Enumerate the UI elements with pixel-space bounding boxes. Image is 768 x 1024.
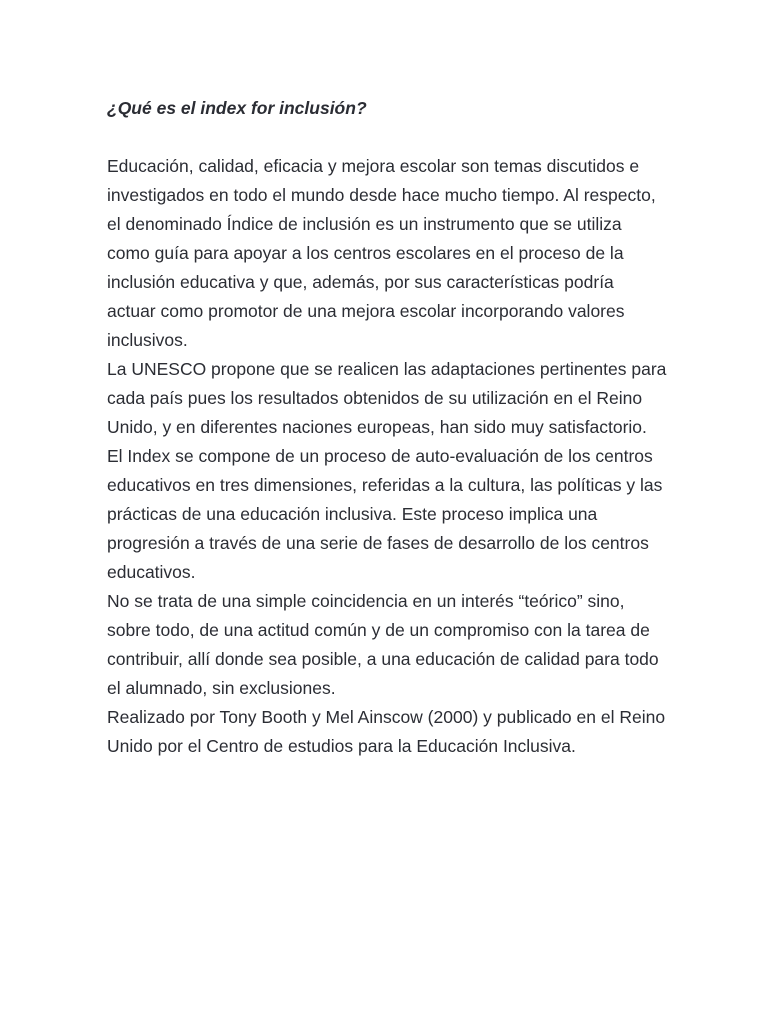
paragraph-5: Realizado por Tony Booth y Mel Ainscow (2000) y publicado en el Reino Unido por el Centro de estudios para la Educación Inclusiva. <box>107 707 666 756</box>
paragraph-4: No se trata de una simple coincidencia en un interés “teórico” sino, sobre todo, de una actitud común y de un compromiso con la tarea de contribuir, allí donde sea posible, a una educación de calidad para todo el alumnado, sin exclusiones. <box>107 591 659 698</box>
paragraph-1: Educación, calidad, eficacia y mejora escolar son temas discutidos e investigados en todo el mundo desde hace mucho tiempo. Al respecto, el denominado Índice de inclusión es un instrumento que se utiliza como guía para apoyar a los centros escolares en el proceso de la inclusión educativa y que, además, por sus características podría actuar como promotor de una mejora escolar incorporando valores inclusivos. <box>107 156 656 350</box>
paragraph-3: El Index se compone de un proceso de auto-evaluación de los centros educativos en tres dimensiones, referidas a la cultura, las políticas y las prácticas de una educación inclusiva. Este proceso implica una progresión a través de una serie de fases de desarrollo de los centros educativos. <box>107 446 663 582</box>
paragraph-2: La UNESCO propone que se realicen las adaptaciones pertinentes para cada país pues los resultados obtenidos de su utilización en el Reino Unido, y en diferentes naciones europeas, han sido muy satisfactorio. <box>107 359 667 437</box>
document-body <box>107 94 667 761</box>
document-heading: ¿Qué es el index for inclusión? <box>107 98 367 118</box>
